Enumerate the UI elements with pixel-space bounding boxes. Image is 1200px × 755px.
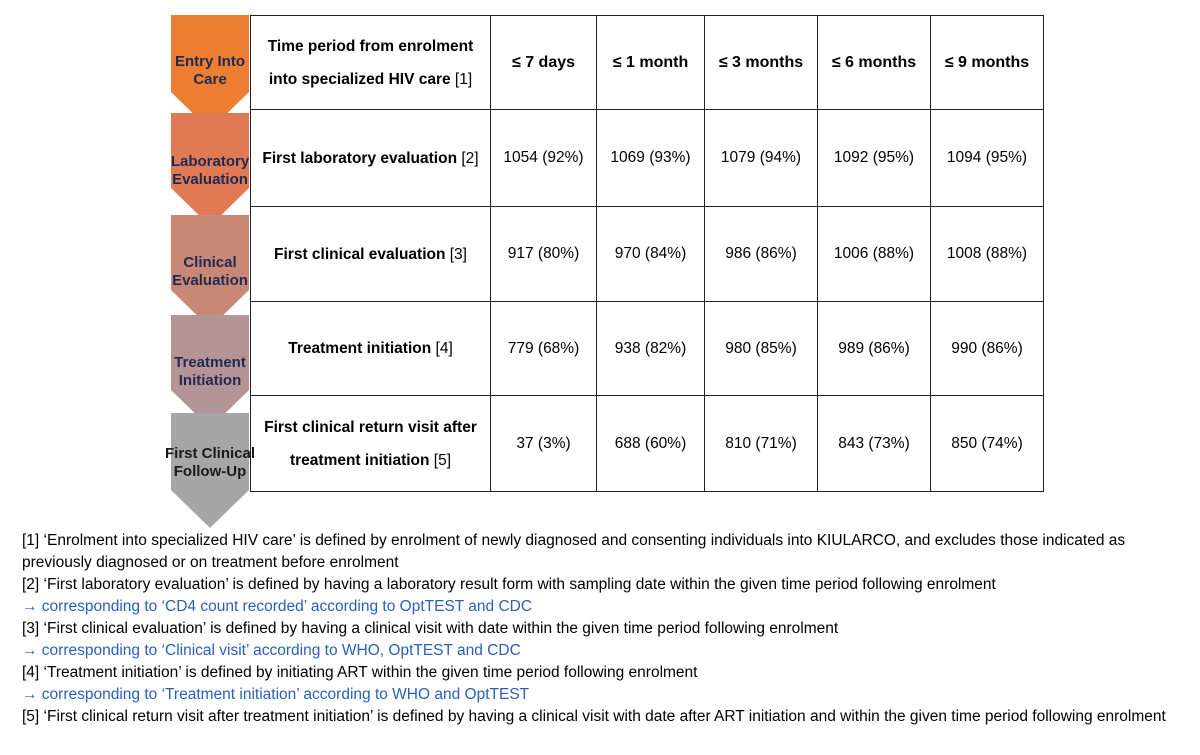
table-cell: 970 (84%) xyxy=(597,207,705,302)
row-header xyxy=(251,302,491,396)
stage-label-entry: Entry Into Care xyxy=(175,53,245,88)
footnote-line: [5] ‘First clinical return visit after treatment initiation’ is defined by having a clinical visit with date after ART initiation and within the given time period following enrolment xyxy=(22,708,1166,725)
column-header: ≤ 3 months xyxy=(705,16,818,110)
table-cell: 37 (3%) xyxy=(491,396,597,492)
stage-label-treatment: Treatment Initiation xyxy=(174,354,246,389)
table-cell: 1079 (94%) xyxy=(705,110,818,207)
table-cell: 1054 (92%) xyxy=(491,110,597,207)
column-header: ≤ 9 months xyxy=(931,16,1044,110)
row-label: First clinical evaluation xyxy=(274,245,446,263)
footnote-line: [1] ‘Enrolment into specialized HIV care’ is defined by enrolment of newly diagnosed and consenting individuals into KIULARCO, and excludes those indicated as previously diagnosed or on treatment before enrolment xyxy=(22,532,1126,571)
care-cascade-table xyxy=(250,15,1044,492)
table-cell: 1069 (93%) xyxy=(597,110,705,207)
row-header-time-period xyxy=(251,16,491,110)
table-cell: 917 (80%) xyxy=(491,207,597,302)
column-header: ≤ 1 month xyxy=(597,16,705,110)
footnote-line: [3] ‘First clinical evaluation’ is defined by having a clinical visit with date within the given time period following enrolment xyxy=(22,620,839,637)
stage-label-clinical: Clinical Evaluation xyxy=(172,254,248,289)
row-reference: [5] xyxy=(433,451,452,469)
column-header: ≤ 7 days xyxy=(491,16,597,110)
row-label: Treatment initiation xyxy=(288,340,432,357)
table-cell: 688 (60%) xyxy=(597,396,705,492)
table-row xyxy=(251,207,1044,302)
table-cell: 843 (73%) xyxy=(818,396,931,492)
table-cell: 989 (86%) xyxy=(818,302,931,396)
table-cell: 850 (74%) xyxy=(931,396,1044,492)
table-cell: 938 (82%) xyxy=(597,302,705,396)
row-label: Time period from enrolment into specialized HIV care xyxy=(267,37,474,88)
footnote-line: [4] ‘Treatment initiation’ is defined by initiating ART within the given time period following enrolment xyxy=(22,664,698,681)
table-row xyxy=(251,302,1044,396)
row-header xyxy=(251,110,491,207)
table-cell: 1006 (88%) xyxy=(818,207,931,302)
footnote-mapping-line: → corresponding to ‘Treatment initiation’ according to WHO and OptTEST xyxy=(22,686,530,703)
table-cell: 1092 (95%) xyxy=(818,110,931,207)
table-cell: 986 (86%) xyxy=(705,207,818,302)
row-reference: [4] xyxy=(435,340,453,357)
footnotes xyxy=(22,530,1192,728)
table-cell: 810 (71%) xyxy=(705,396,818,492)
row-label: First laboratory evaluation xyxy=(262,149,458,167)
row-label: First clinical return visit after treatment initiation xyxy=(264,418,477,469)
stage-label-laboratory: Laboratory Evaluation xyxy=(170,153,250,188)
row-reference: [2] xyxy=(461,149,479,167)
row-reference: [1] xyxy=(454,70,473,88)
table-cell: 980 (85%) xyxy=(705,302,818,396)
table-cell: 779 (68%) xyxy=(491,302,597,396)
table-header-row xyxy=(251,16,1044,110)
footnote-mapping-line: → corresponding to ‘Clinical visit’ according to WHO, OptTEST and CDC xyxy=(22,642,521,659)
table-row xyxy=(251,110,1044,207)
column-header: ≤ 6 months xyxy=(818,16,931,110)
table-row xyxy=(251,396,1044,492)
table-cell: 1094 (95%) xyxy=(931,110,1044,207)
footnote-line: [2] ‘First laboratory evaluation’ is defined by having a laboratory result form with sampling date within the given time period following enrolment xyxy=(22,576,996,593)
table-cell: 1008 (88%) xyxy=(931,207,1044,302)
table-cell: 990 (86%) xyxy=(931,302,1044,396)
row-header xyxy=(251,207,491,302)
stage-label-followup: First Clinical Follow-Up xyxy=(164,445,256,480)
stage-arrows xyxy=(0,0,260,530)
row-reference: [3] xyxy=(449,245,467,263)
footnote-mapping-line: → corresponding to ‘CD4 count recorded’ according to OptTEST and CDC xyxy=(22,598,533,615)
row-header xyxy=(251,396,491,492)
